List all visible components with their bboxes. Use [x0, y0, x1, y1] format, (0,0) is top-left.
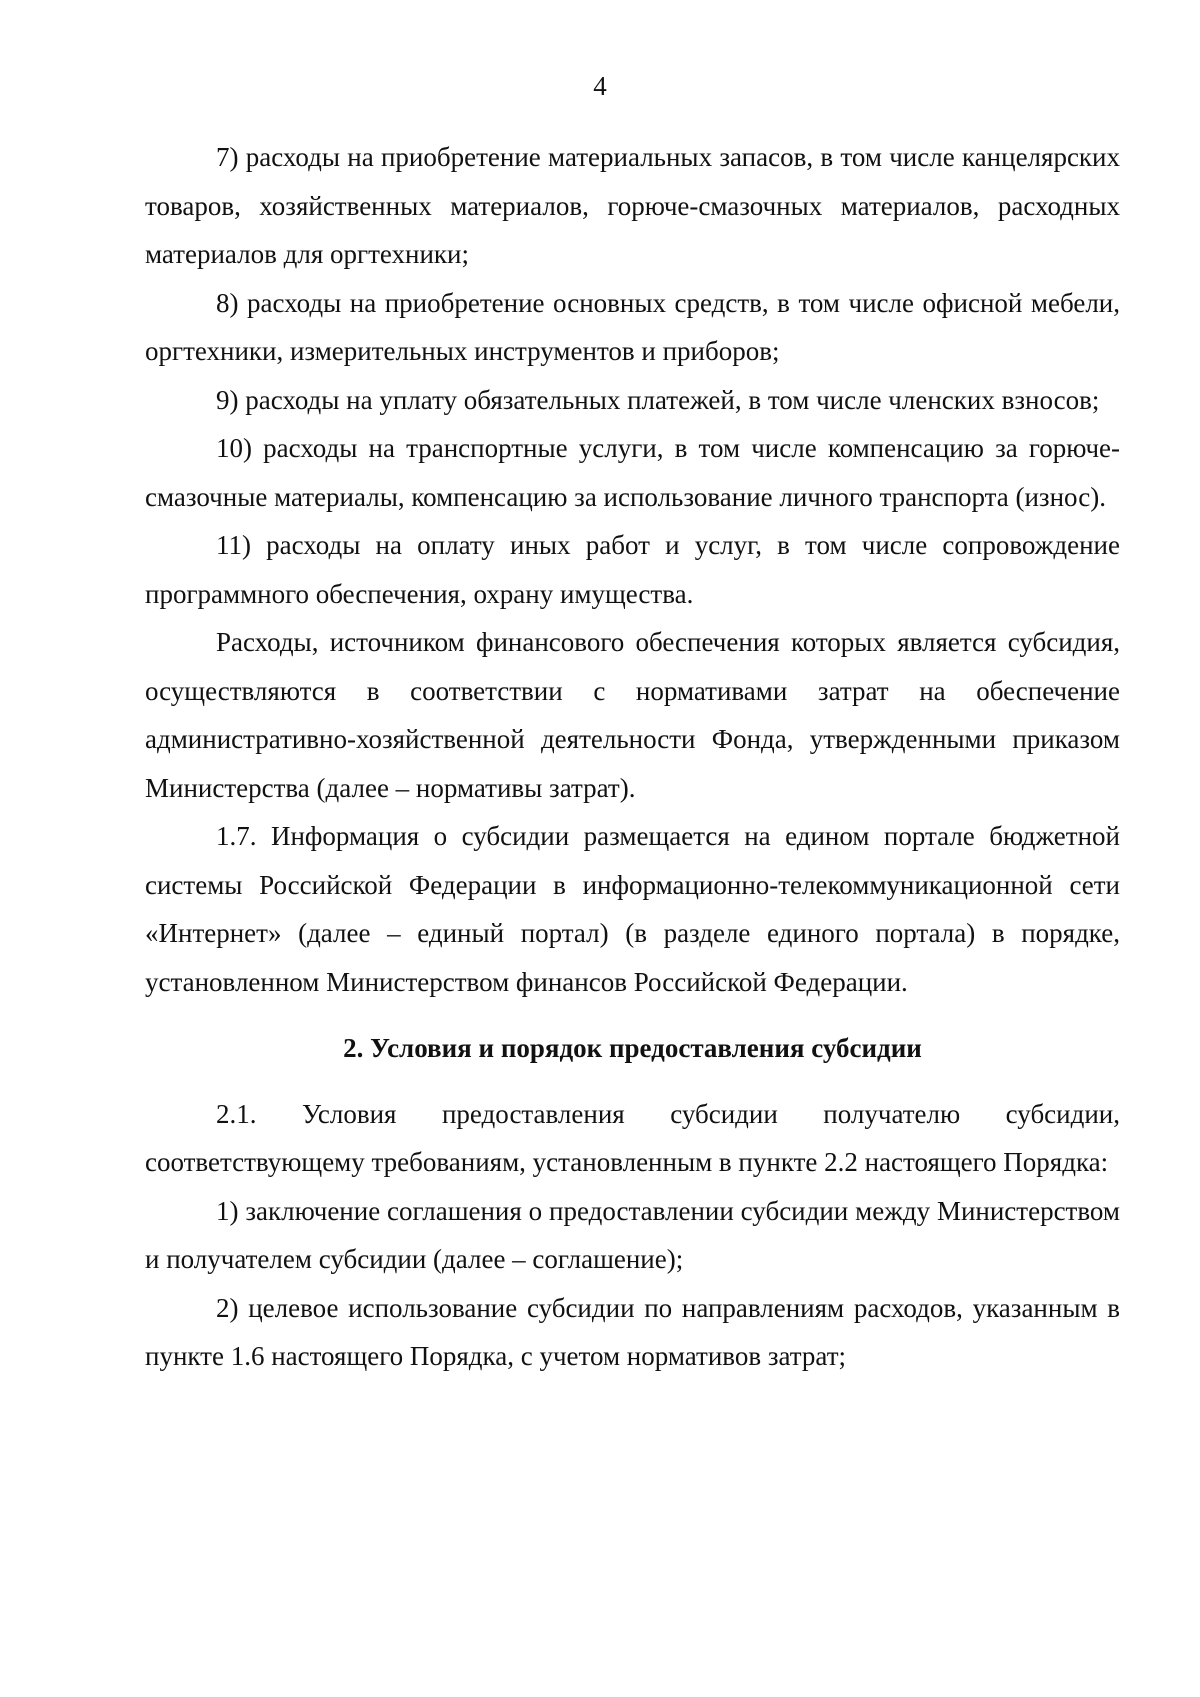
paragraph-1-7: 1.7. Информация о субсидии размещается на едином портале бюджетной системы Российской Федерации в информационно-телекоммуникационной сети «Интернет» (далее – единый портал) (в разделе единого портала) в порядке, установленном Министерством финансов Российской Федерации. [145, 821, 1120, 997]
page-number: 4 [593, 71, 607, 101]
paragraph-condition-2: 2) целевое использование субсидии по направлениям расходов, указанным в пункте 1.6 настоящего Порядка, с учетом нормативов затрат; [145, 1292, 1120, 1371]
paragraph-item-10: 10) расходы на транспортные услуги, в том числе компенсацию за горюче-смазочные материалы, компенсацию за использование личного транспорта (износ). [145, 433, 1120, 512]
paragraph-item-11: 11) расходы на оплату иных работ и услуг, в том числе сопровождение программного обеспечения, охрану имущества. [145, 530, 1120, 609]
paragraph-condition-1: 1) заключение соглашения о предоставлении субсидии между Министерством и получателем субсидии (далее – соглашение); [145, 1195, 1120, 1274]
document-body [145, 133, 1120, 1381]
paragraph-item-7: 7) расходы на приобретение материальных запасов, в том числе канцелярских товаров, хозяйственных материалов, горюче-смазочных материалов, расходных материалов для оргтехники; [145, 142, 1120, 269]
paragraph-item-8: 8) расходы на приобретение основных средств, в том числе офисной мебели, оргтехники, измерительных инструментов и приборов; [145, 287, 1120, 366]
section-heading: 2. Условия и порядок предоставления субсидии [343, 1033, 922, 1063]
paragraph-expenses-norms: Расходы, источником финансового обеспечения которых является субсидия, осуществляются в соответствии с нормативами затрат на обеспечение административно-хозяйственной деятельности Фонда, утвержденными приказом Министерства (далее – нормативы затрат). [145, 627, 1120, 803]
paragraph-item-9: 9) расходы на уплату обязательных платежей, в том числе членских взносов; [216, 384, 1100, 415]
paragraph-2-1: 2.1. Условия предоставления субсидии получателю субсидии, соответствующему требованиям, установленным в пункте 2.2 настоящего Порядка: [145, 1098, 1120, 1177]
